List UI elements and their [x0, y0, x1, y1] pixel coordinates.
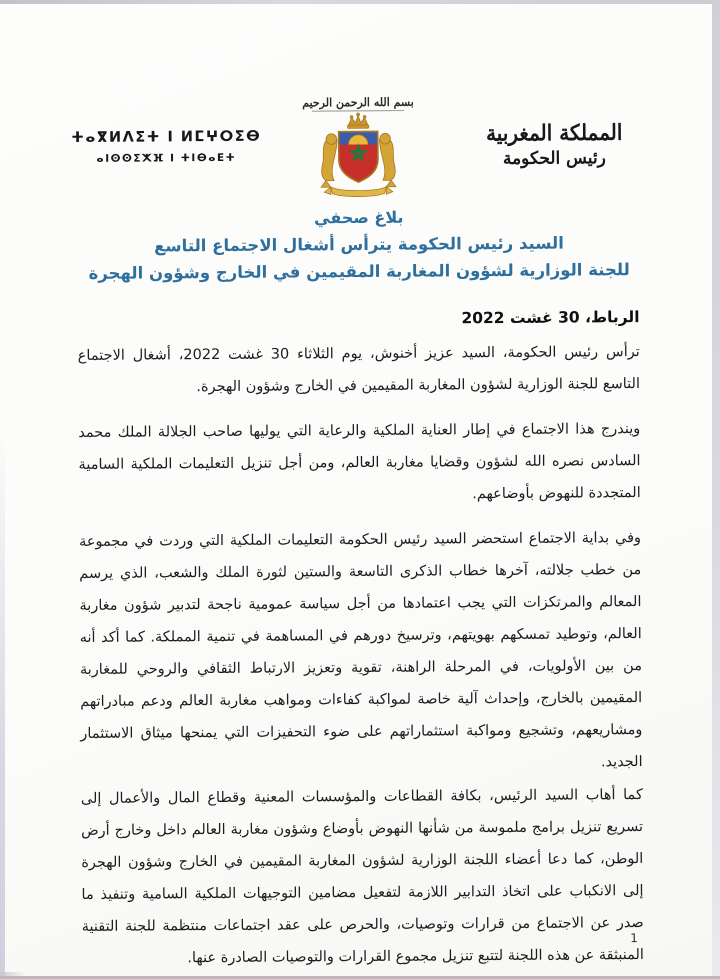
moroccan-coat-of-arms-icon: [309, 112, 408, 201]
bismillah-text: بسم الله الرحمن الرحيم: [302, 95, 414, 110]
press-release-label: بلاغ صحفي: [314, 207, 404, 228]
photo-edge-right: [712, 0, 720, 976]
page-number: 1: [630, 931, 638, 946]
kingdom-calligraphy-block: [454, 120, 654, 169]
paragraph-2: ويندرج هذا الاجتماع في إطار العناية الملكية والرعاية التي يوليها صاحب الجلالة الملك محمد السادس نصره الله لشؤون وقضايا مغاربة العالم، ومن أجل تنزيل التعليمات الملكية السامية المتجددة للنهوض بأوضاعهم.: [78, 421, 641, 503]
photo-edge-top: [0, 0, 720, 4]
bismillah-calligraphy: [253, 95, 463, 112]
title-line-3: للجنة الوزارية لشؤون المغاربة المقيمين في الخارج وشؤون الهجرة: [88, 260, 630, 283]
press-release-title: [49, 202, 670, 287]
paragraph-3: وفي بداية الاجتماع استحضر السيد رئيس الحكومة التعليمات الملكية التي وردت في مجموعة من خطب جلالته، آخرها خطاب الذكرى التاسعة والستين لثورة الملك والشعب، الذي يرسم المعالم والمرتكزات التي يجب اعتمادها من أجل سياسة عمومية ناجحة لتدبير شؤون مغاربة العالم، وتوطيد تمسكهم بهويتهم، وترسيخ دورهم في المساهمة في تنمية المملكة. كما أكد أنه من بين الأولويات، في المرحلة الراهنة، تقوية وتعزيز الارتباط الثقافي والروحي للمغاربة المقيمين بالخارج، وإحداث آلية خاصة لمواكبة كفاءات ومواهب مغاربة العالم ودعم مبادراتهم ومشاريعهم، وتشجيع ومواكبة استثماراتهم على ضوء التحفيزات التي يمنحها ميثاق الاستثمار الجديد.: [78, 530, 643, 771]
paragraph-4: كما أهاب السيد الرئيس، بكافة القطاعات والمؤسسات المعنية وقطاع المال والأعمال إلى تسريع تنزيل برامج ملموسة من شأنها النهوض بأوضاع وشؤون مغاربة العالم داخل وخارج أرض الوطن، كما دعا أعضاء اللجنة الوزارية لشؤون المغاربة المقيمين في الخارج وشؤون الهجرة إلى الانكباب على اتخاذ التدابير اللازمة لتفعيل مضامين التوجيهات الملكية السامية وتنفيذ ما صدر عن الاجتماع من قرارات وتوصيات، والحرص على عقد اجتماعات منتظمة للجنة التقنية المنبثقة عن هذه اللجنة لتتبع تنزيل مجموع القرارات والتوصيات الصادرة عنها.: [80, 787, 645, 967]
head-of-government-label: رئيس الحكومة: [502, 148, 606, 169]
kingdom-of-morocco-label: المملكة المغربية: [485, 119, 623, 147]
dateline: الرباط، 30 غشت 2022: [461, 308, 640, 328]
title-line-2: السيد رئيس الحكومة يترأس أشغال الاجتماع التاسع: [154, 233, 564, 256]
photo-edge-left: [0, 429, 5, 976]
document-body: [77, 301, 644, 975]
tifinagh-head-of-government-label: ⴰⵏⵙⵙⵉⵅⴼ ⵏ ⵜⵏⴱⴰⴹⵜ: [96, 151, 237, 165]
paragraph-1: ترأس رئيس الحكومة، السيد عزيز أخنوش، يوم الثلاثاء 30 غشت 2022، أشغال الاجتماع التاسع للجنة الوزارية لشؤون المغاربة المقيمين في الخارج وشؤون الهجرة.: [77, 344, 641, 396]
photo-edge-bottom-left: [0, 972, 26, 976]
tifinagh-kingdom-label: ⵜⴰⴳⵍⴷⵉⵜ ⵏ ⵍⵎⵖⵔⵉⴱ: [71, 128, 262, 147]
tifinagh-header-block: [66, 129, 266, 165]
